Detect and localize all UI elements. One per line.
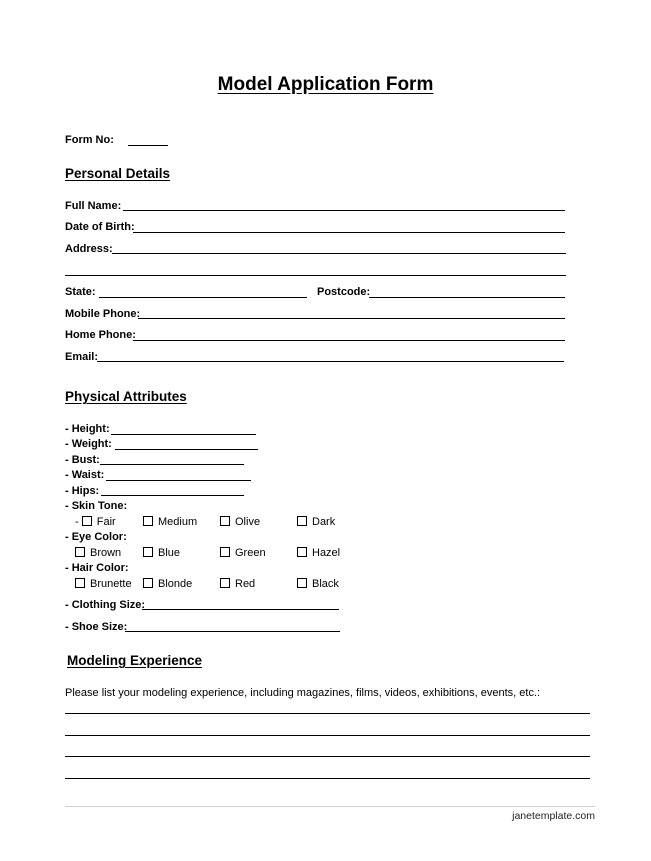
- date-of-birth-field[interactable]: [133, 232, 565, 233]
- checkbox[interactable]: [220, 516, 230, 526]
- skin-option-olive[interactable]: Olive: [220, 516, 260, 529]
- eye-option-brown[interactable]: Brown: [75, 547, 121, 560]
- hair-color-label: - Hair Color:: [65, 562, 129, 574]
- clothing-size-label: - Clothing Size:: [65, 599, 146, 611]
- checkbox[interactable]: [75, 578, 85, 588]
- email-field[interactable]: [97, 361, 564, 362]
- skin-tone-label: - Skin Tone:: [65, 500, 128, 512]
- eye-color-label: - Eye Color:: [65, 531, 127, 543]
- eye-option-green[interactable]: Green: [220, 547, 266, 560]
- hips-label: - Hips:: [65, 485, 100, 497]
- eye-option-blue[interactable]: Blue: [143, 547, 180, 560]
- email-label: Email:: [65, 351, 99, 363]
- footer-watermark: janetemplate.com: [512, 810, 595, 822]
- mobile-phone-label: Mobile Phone:: [65, 308, 141, 320]
- postcode-label: Postcode:: [317, 286, 371, 298]
- checkbox[interactable]: [297, 578, 307, 588]
- full-name-field[interactable]: [123, 210, 565, 211]
- physical-attributes-heading: Physical Attributes: [65, 389, 187, 404]
- waist-label: - Waist:: [65, 469, 105, 481]
- hair-option-red[interactable]: Red: [220, 578, 255, 591]
- address-label: Address:: [65, 243, 113, 255]
- height-label: - Height:: [65, 423, 110, 435]
- bust-label: - Bust:: [65, 454, 100, 466]
- checkbox[interactable]: [143, 516, 153, 526]
- shoe-size-label: - Shoe Size:: [65, 621, 128, 633]
- weight-field[interactable]: [115, 449, 258, 450]
- checkbox[interactable]: [297, 547, 307, 557]
- hair-option-black[interactable]: Black: [297, 578, 339, 591]
- form-title: Model Application Form: [217, 74, 434, 95]
- shoe-size-field[interactable]: [125, 631, 340, 632]
- experience-line-1[interactable]: [65, 713, 590, 714]
- clothing-size-field[interactable]: [142, 609, 339, 610]
- mobile-phone-field[interactable]: [138, 318, 565, 319]
- eye-option-hazel[interactable]: Hazel: [297, 547, 340, 560]
- home-phone-field[interactable]: [133, 340, 565, 341]
- home-phone-label: Home Phone:: [65, 329, 136, 341]
- checkbox[interactable]: [82, 516, 92, 526]
- footer-divider: [65, 806, 595, 807]
- checkbox[interactable]: [220, 547, 230, 557]
- form-no-label: Form No:: [65, 134, 114, 146]
- postcode-field[interactable]: [369, 297, 565, 298]
- checkbox[interactable]: [220, 578, 230, 588]
- checkbox[interactable]: [297, 516, 307, 526]
- form-no-field[interactable]: [128, 145, 168, 146]
- modeling-experience-heading: Modeling Experience: [67, 653, 203, 668]
- checkbox[interactable]: [143, 578, 153, 588]
- skin-option-fair[interactable]: - Fair: [75, 516, 116, 528]
- experience-line-4[interactable]: [65, 778, 590, 779]
- state-label: State:: [65, 286, 96, 298]
- hips-field[interactable]: [101, 495, 244, 496]
- hair-option-blonde[interactable]: Blonde: [143, 578, 192, 591]
- address-field-line-1[interactable]: [112, 253, 566, 254]
- experience-line-2[interactable]: [65, 735, 590, 736]
- checkbox[interactable]: [75, 547, 85, 557]
- weight-label: - Weight:: [65, 438, 112, 450]
- experience-line-3[interactable]: [65, 756, 590, 757]
- personal-details-heading: Personal Details: [65, 166, 171, 181]
- skin-option-dark[interactable]: Dark: [297, 516, 335, 529]
- address-field-line-2[interactable]: [65, 275, 566, 276]
- state-field[interactable]: [99, 297, 307, 298]
- bust-field[interactable]: [100, 464, 244, 465]
- waist-field[interactable]: [106, 480, 251, 481]
- experience-prompt: Please list your modeling experience, including magazines, films, videos, exhibitions, events, etc.:: [65, 687, 541, 699]
- height-field[interactable]: [111, 434, 256, 435]
- skin-option-medium[interactable]: Medium: [143, 516, 197, 529]
- checkbox[interactable]: [143, 547, 153, 557]
- full-name-label: Full Name:: [65, 200, 122, 212]
- hair-option-brunette[interactable]: Brunette: [75, 578, 132, 591]
- date-of-birth-label: Date of Birth:: [65, 221, 135, 233]
